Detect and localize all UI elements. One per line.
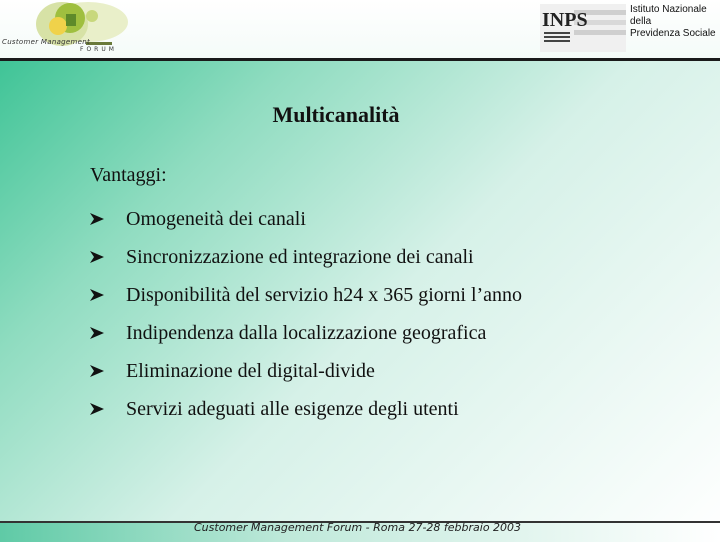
bullet-item <box>90 200 522 238</box>
bullet-item <box>90 314 522 352</box>
arrow-bullet-icon <box>90 402 126 416</box>
inps-name-line-3: Previdenza Sociale <box>630 28 716 39</box>
arrow-bullet-icon <box>90 212 126 226</box>
inps-logo-graphic <box>540 2 630 58</box>
bullet-text: Indipendenza dalla localizzazione geografica <box>126 321 487 344</box>
inps-logo-letters: INPS <box>542 9 588 31</box>
bullet-item <box>90 352 522 390</box>
customer-management-forum-logo <box>0 0 135 58</box>
arrow-bullet-icon <box>90 326 126 340</box>
bullet-text: Servizi adeguati alle esigenze degli utenti <box>126 397 459 420</box>
header <box>0 0 720 60</box>
bullet-item <box>90 390 522 428</box>
inps-name <box>630 4 720 40</box>
bullet-text: Omogeneità dei canali <box>126 207 306 230</box>
arrow-bullet-icon <box>90 364 126 378</box>
header-divider <box>0 58 720 61</box>
cmf-logo-text: Customer Management <box>2 38 91 46</box>
cmf-logo-sub: FORUM <box>80 46 117 53</box>
bullet-item <box>90 276 522 314</box>
bullet-list <box>90 200 522 428</box>
bullet-text: Sincronizzazione ed integrazione dei canali <box>126 245 474 268</box>
inps-name-line-1: Istituto Nazionale <box>630 4 707 15</box>
footer-text: Customer Management Forum - Roma 27-28 febbraio 2003 <box>194 521 522 534</box>
bullet-text: Eliminazione del digital-divide <box>126 359 375 382</box>
slide-title: Multicanalità <box>272 102 400 127</box>
slide-lead: Vantaggi: <box>90 164 167 186</box>
arrow-bullet-icon <box>90 250 126 264</box>
inps-name-line-2: della <box>630 16 652 27</box>
arrow-bullet-icon <box>90 288 126 302</box>
bullet-item <box>90 238 522 276</box>
bullet-text: Disponibilità del servizio h24 x 365 giorni l’anno <box>126 283 523 306</box>
